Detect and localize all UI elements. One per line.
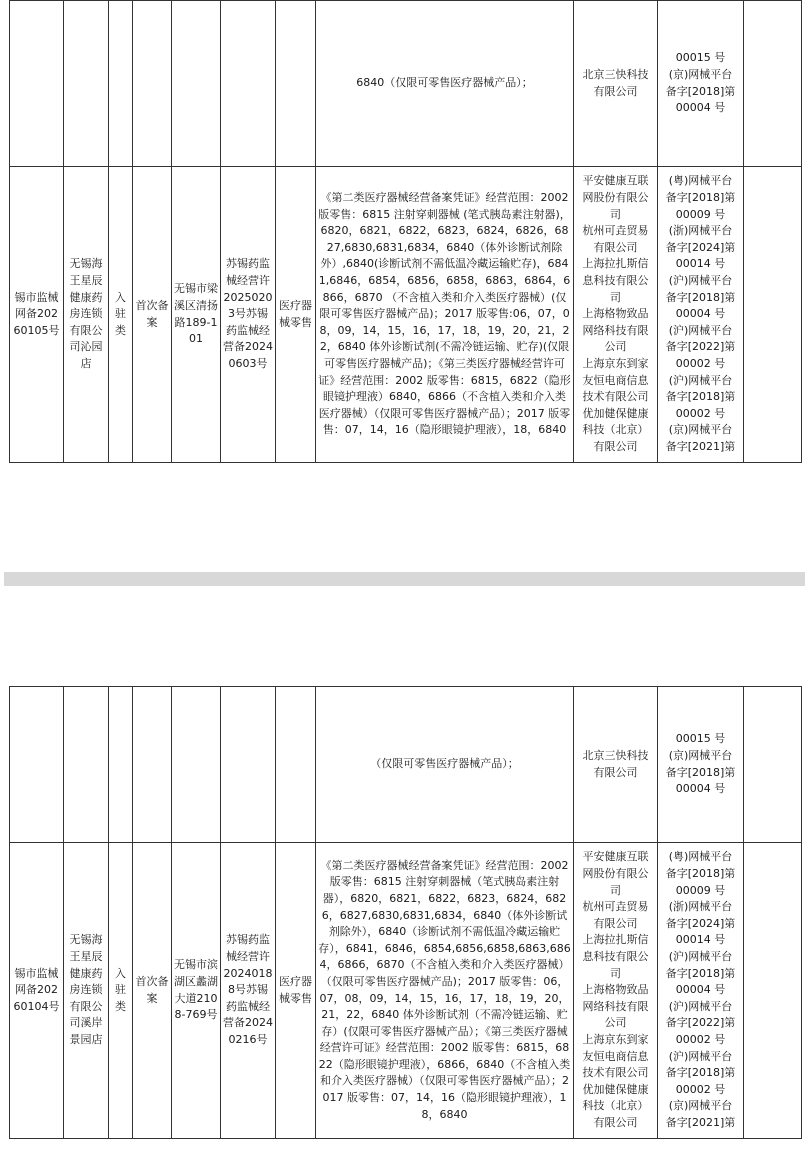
platform-line: 网股份有限公 [582, 867, 649, 881]
registration-table-page-1 [9, 0, 802, 463]
platform-line: 有限公司 [593, 1115, 638, 1129]
record-line: 备字[2018]第 [665, 867, 736, 881]
record-line: 00015 号 [675, 51, 726, 65]
platform-line: 友恒电商信息 [582, 373, 649, 387]
business-cell [276, 1, 316, 167]
table-row [10, 687, 802, 843]
platform-cell [574, 167, 658, 463]
record-line: 00009 号 [675, 883, 726, 897]
record-line: (京)网械平台 [668, 1099, 733, 1113]
record-line: 00004 号 [675, 983, 726, 997]
record-line: (沪)网械平台 [668, 999, 733, 1013]
record-line: 备字[2018]第 [665, 1066, 736, 1080]
record-line: 00002 号 [675, 356, 726, 370]
platform-line: 上海格物致品 [582, 983, 649, 997]
type-cell: 首次备案 [133, 843, 172, 1139]
category-cell [109, 687, 133, 843]
document-page-2 [0, 586, 809, 1159]
platform-line: 司 [610, 207, 621, 221]
record-line: 备字[2022]第 [665, 1016, 736, 1030]
record-no-cell [10, 1, 64, 167]
platform-line: 网络科技有限 [582, 999, 649, 1013]
address-cell: 无锡市滨湖区蠡湖大道2108-769号 [172, 843, 221, 1139]
page-separator [4, 572, 805, 586]
record-line: 备字[2021]第 [665, 1115, 736, 1129]
note-cell [744, 687, 802, 843]
record-line: 00014 号 [675, 257, 726, 271]
record-line: 备字[2024]第 [665, 240, 736, 254]
record-line: (京)网械平台 [668, 423, 733, 437]
record-platform-cell [658, 843, 744, 1139]
record-line: 00004 号 [675, 782, 726, 796]
platform-line: 网股份有限公 [582, 191, 649, 205]
platform-line: 公司 [604, 340, 627, 354]
platform-cell [574, 843, 658, 1139]
record-line: 00004 号 [675, 101, 726, 115]
table-row [10, 1, 802, 167]
license-cell: 苏锡药监械经营许20240188号苏锡药监械经营备20240216号 [221, 843, 276, 1139]
record-platform-cell [658, 687, 744, 843]
record-line: (粤)网械平台 [668, 850, 733, 864]
registration-table-page-2 [9, 686, 802, 1139]
platform-line: 北京三快科技 [582, 67, 649, 81]
record-line: (沪)网械平台 [668, 1049, 733, 1063]
company-cell: 无锡海王星辰健康药房连锁有限公司沁园店 [64, 167, 109, 463]
record-line: 备字[2018]第 [665, 765, 736, 779]
record-line: 00004 号 [675, 307, 726, 321]
platform-line: 杭州可垚贸易 [582, 224, 649, 238]
platform-line: 司 [610, 966, 621, 980]
platform-line: 上海拉扎斯信 [582, 257, 649, 271]
record-line: (京)网械平台 [668, 748, 733, 762]
platform-line: 技术有限公司 [582, 1066, 649, 1080]
company-cell [64, 1, 109, 167]
note-cell [744, 167, 802, 463]
document-page-1 [0, 0, 809, 572]
table-row [10, 843, 802, 1139]
platform-line: 平安健康互联 [582, 174, 649, 188]
record-line: 备字[2018]第 [665, 84, 736, 98]
platform-line: 北京三快科技 [582, 748, 649, 762]
platform-line: 上海京东到家 [582, 1032, 649, 1046]
license-cell [221, 1, 276, 167]
type-cell [133, 1, 172, 167]
company-cell [64, 687, 109, 843]
record-line: 00014 号 [675, 933, 726, 947]
scope-cell: （仅限可零售医疗器械产品）； [316, 687, 574, 843]
platform-line: 优加健保健康 [582, 1082, 649, 1096]
platform-line: 网络科技有限 [582, 323, 649, 337]
record-line: 备字[2021]第 [665, 439, 736, 453]
scope-cell: 6840（仅限可零售医疗器械产品）； [316, 1, 574, 167]
platform-line: 上海拉扎斯信 [582, 933, 649, 947]
business-cell: 医疗器械零售 [276, 167, 316, 463]
record-line: (浙)网械平台 [668, 224, 733, 238]
record-line: 备字[2018]第 [665, 191, 736, 205]
address-cell [172, 1, 221, 167]
record-line: 00002 号 [675, 406, 726, 420]
record-no-cell: 锡市监械网备20260105号 [10, 167, 64, 463]
platform-line: 优加健保健康 [582, 406, 649, 420]
platform-cell [574, 687, 658, 843]
address-cell: 无锡市梁溪区清扬路189-101 [172, 167, 221, 463]
platform-line: 科技（北京） [582, 423, 649, 437]
business-cell: 医疗器械零售 [276, 843, 316, 1139]
scope-cell: 《第二类医疗器械经营备案凭证》经营范围：2002 版零售：6815 注射穿刺器械 (笔式胰岛素注射器)，6820，6821，6822，6823，6824，6826，6827,6830,6831,6834，6840（体外诊断试剂除外）,6840(诊断试剂不需低温冷藏运输贮存)，6841,6846，6854，6856，6858，6863，6864，6866，6870 （不含植入类和介入类医疗器械）(仅限可零售医疗器械产品)；2017 版零售:06，07，08，09，14，15，16，17，18，19，20，21，22，6840 体外诊断试剂(不需冷链运输、贮存)(仅限可零售医疗器械产品)；《第三类医疗器械经营许可证》经营范围：2002 版零售：6815，6822（隐形眼镜护理液）6840，6866（不含植入类和介入类医疗器械）（仅限可零售医疗器械产品）；2017 版零售：07，14，16（隐形眼镜护理液），18，6840 [316, 167, 574, 463]
record-platform-cell [658, 167, 744, 463]
record-line: 00002 号 [675, 1032, 726, 1046]
record-line: 备字[2018]第 [665, 290, 736, 304]
record-platform-cell [658, 1, 744, 167]
record-line: (沪)网械平台 [668, 274, 733, 288]
record-line: (沪)网械平台 [668, 323, 733, 337]
category-cell [109, 1, 133, 167]
record-no-cell [10, 687, 64, 843]
platform-line: 科技（北京） [582, 1099, 649, 1113]
platform-line: 平安健康互联 [582, 850, 649, 864]
platform-line: 上海格物致品 [582, 307, 649, 321]
record-line: 备字[2018]第 [665, 966, 736, 980]
table-row [10, 167, 802, 463]
record-line: (沪)网械平台 [668, 373, 733, 387]
record-line: 00009 号 [675, 207, 726, 221]
category-cell: 入驻类 [109, 167, 133, 463]
platform-line: 司 [610, 290, 621, 304]
record-line: (浙)网械平台 [668, 900, 733, 914]
platform-line: 有限公司 [593, 765, 638, 779]
company-cell: 无锡海王星辰健康药房连锁有限公司溪岸景园店 [64, 843, 109, 1139]
platform-line: 上海京东到家 [582, 356, 649, 370]
platform-cell [574, 1, 658, 167]
category-cell: 入驻类 [109, 843, 133, 1139]
platform-line: 有限公司 [593, 916, 638, 930]
record-line: 备字[2018]第 [665, 390, 736, 404]
record-line: 00002 号 [675, 1082, 726, 1096]
record-no-cell: 锡市监械网备20260104号 [10, 843, 64, 1139]
note-cell [744, 1, 802, 167]
platform-line: 息科技有限公 [582, 950, 649, 964]
business-cell [276, 687, 316, 843]
platform-line: 有限公司 [593, 84, 638, 98]
address-cell [172, 687, 221, 843]
platform-line: 杭州可垚贸易 [582, 900, 649, 914]
platform-line: 有限公司 [593, 240, 638, 254]
record-line: (沪)网械平台 [668, 950, 733, 964]
note-cell [744, 843, 802, 1139]
type-cell: 首次备案 [133, 167, 172, 463]
platform-line: 有限公司 [593, 439, 638, 453]
record-line: 备字[2024]第 [665, 916, 736, 930]
record-line: (京)网械平台 [668, 67, 733, 81]
platform-line: 息科技有限公 [582, 274, 649, 288]
platform-line: 公司 [604, 1016, 627, 1030]
type-cell [133, 687, 172, 843]
platform-line: 友恒电商信息 [582, 1049, 649, 1063]
license-cell [221, 687, 276, 843]
license-cell: 苏锡药监械经营许20250203号苏锡药监械经营备20240603号 [221, 167, 276, 463]
scope-cell: 《第二类医疗器械经营备案凭证》经营范围：2002 版零售：6815 注射穿刺器械（笔式胰岛素注射器），6820，6821，6822，6823，6824，6826，6827,6830,6831,6834，6840（体外诊断试剂除外），6840（诊断试剂不需低温冷藏运输贮存），6841，6846，6854,6856,6858,6863,6864，6866，6870（不含植入类和介入类医疗器械）（仅限可零售医疗器械产品)；2017 版零售：06，07，08，09，14，15，16，17，18，19，20，21，22，6840 体外诊断试剂（不需冷链运输、贮存）(仅限可零售医疗器械产品）；《第三类医疗器械经营许可证》经营范围：2002 版零售：6815，6822（隐形眼镜护理液），6866，6840（不含植入类和介入类医疗器械）（仅限可零售医疗器械产品）；2017 版零售：07，14，16（隐形眼镜护理液），18，6840 [316, 843, 574, 1139]
record-line: 00015 号 [675, 732, 726, 746]
record-line: (粤)网械平台 [668, 174, 733, 188]
platform-line: 司 [610, 883, 621, 897]
record-line: 备字[2022]第 [665, 340, 736, 354]
platform-line: 技术有限公司 [582, 390, 649, 404]
